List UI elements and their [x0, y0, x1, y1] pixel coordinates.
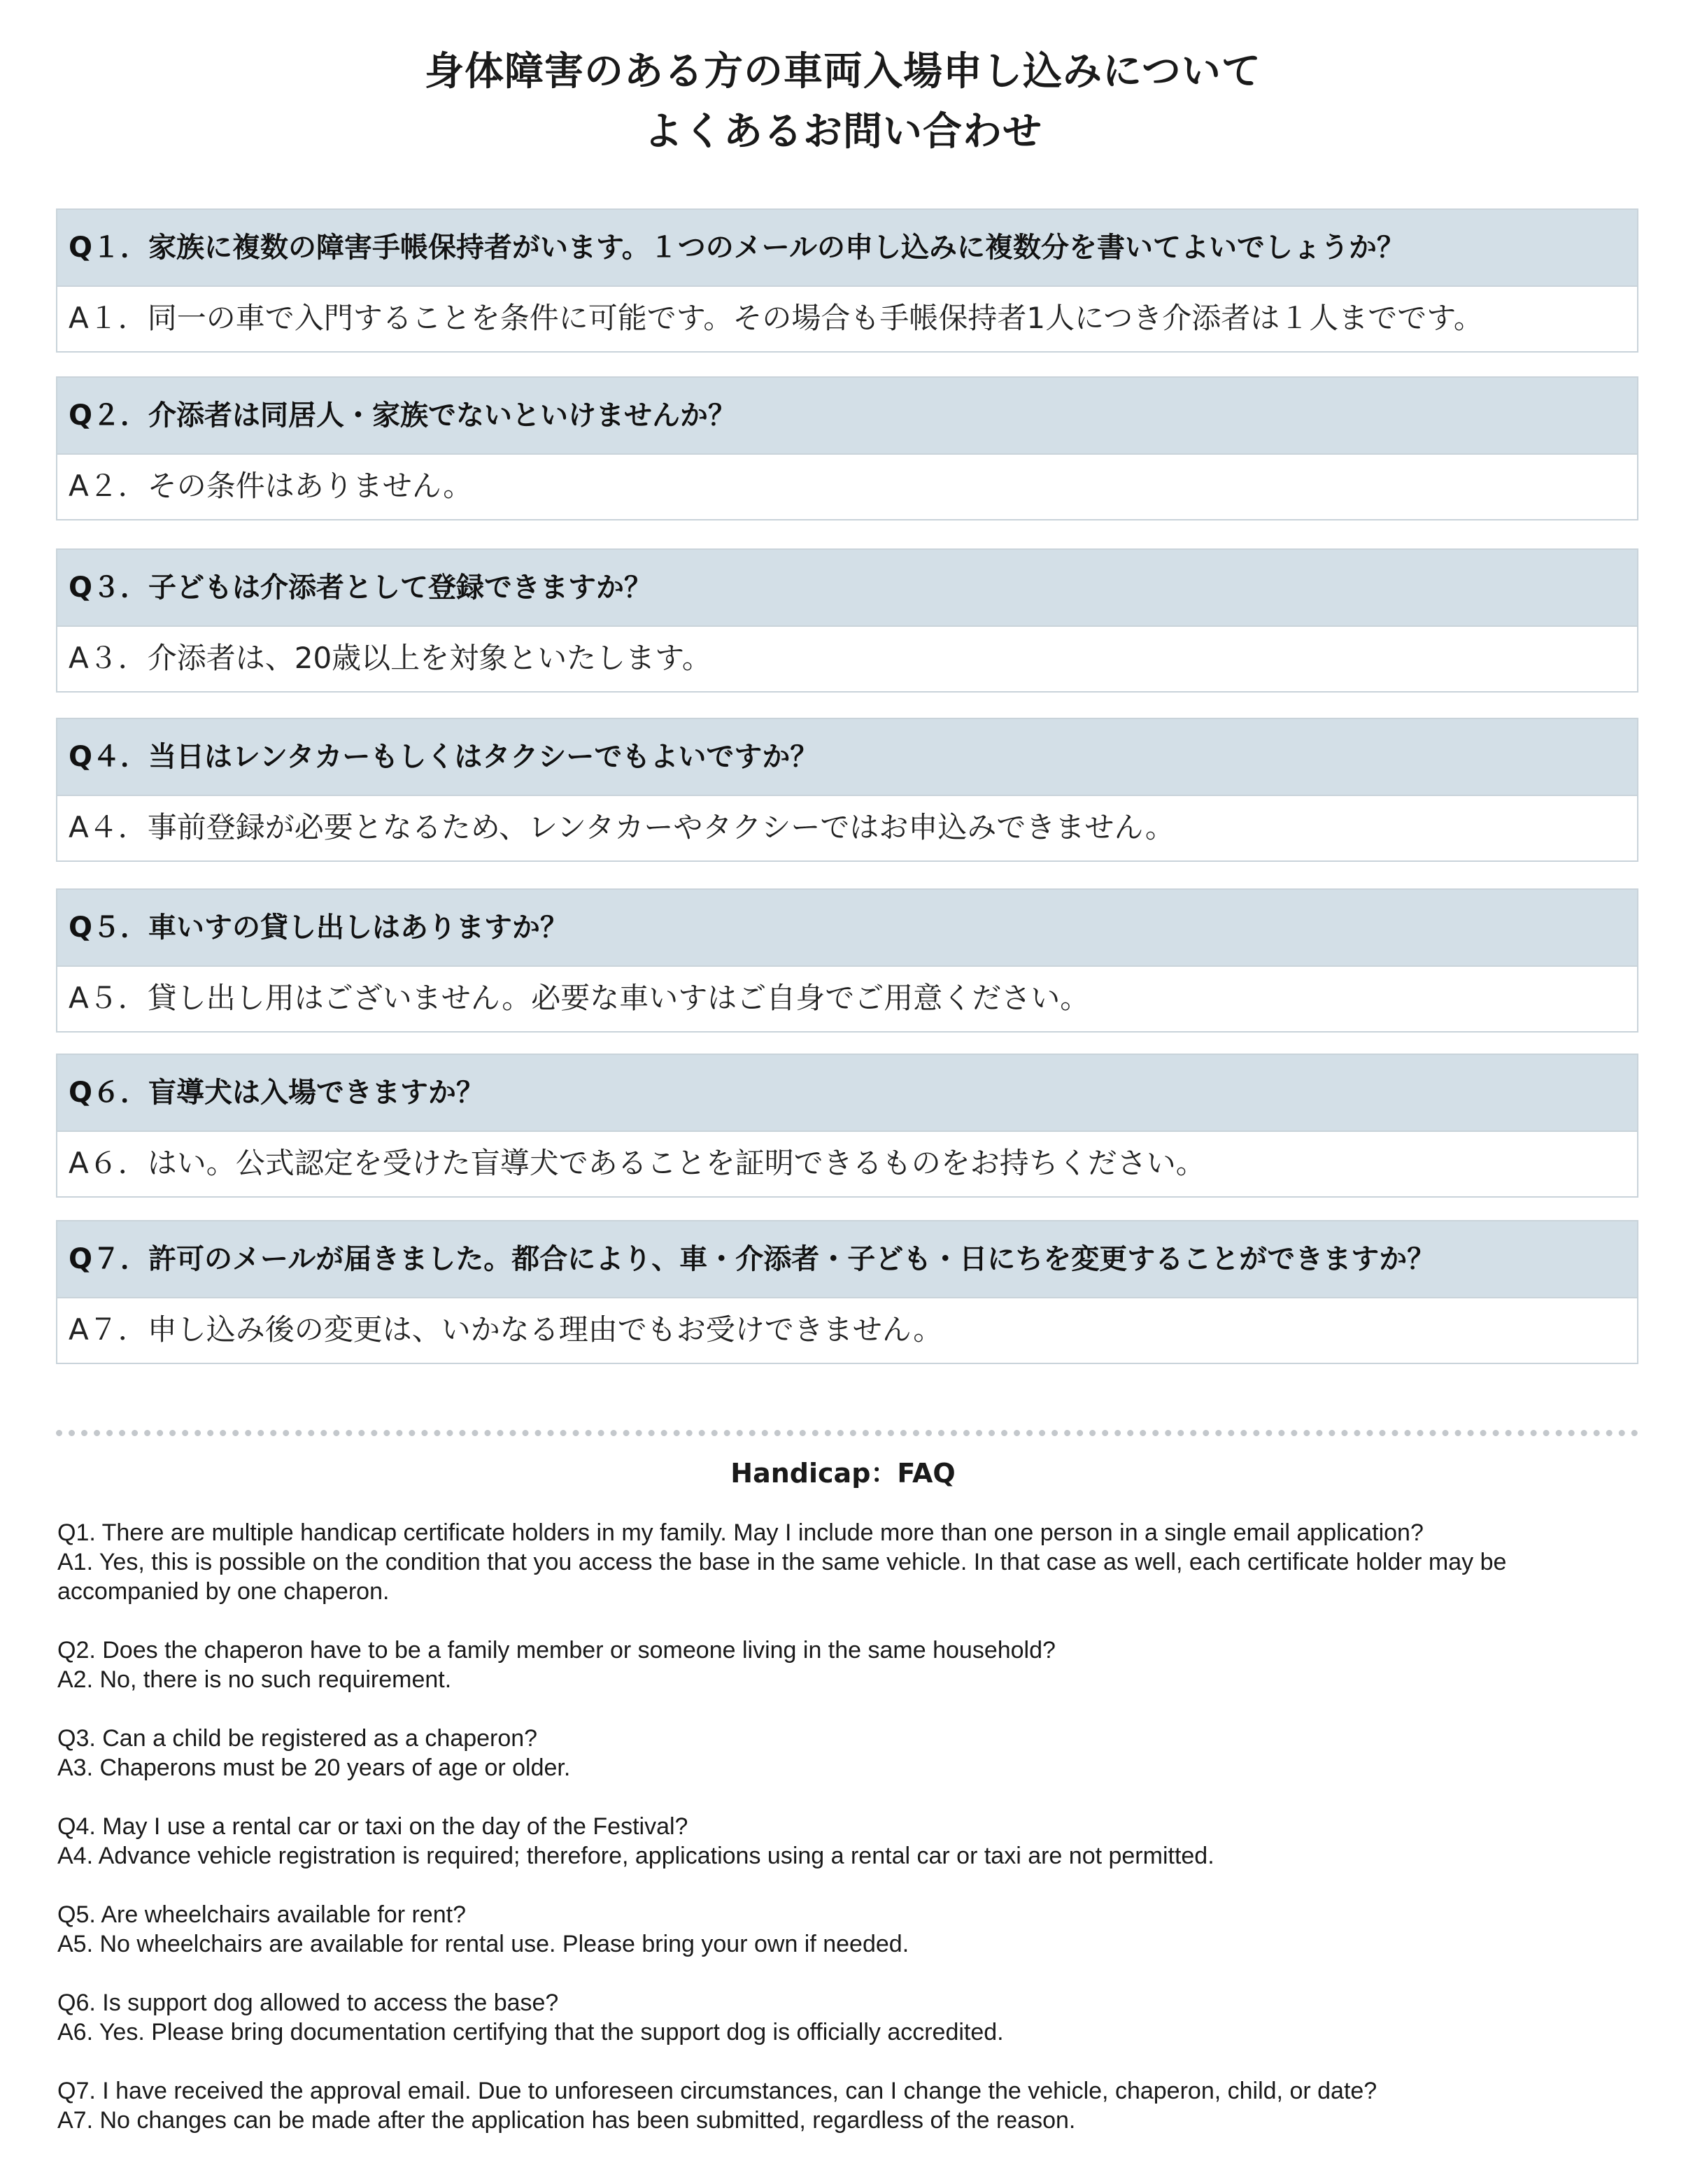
faq-item-6 [56, 1054, 1638, 1198]
en-answer: A5. No wheelchairs are available for rental use. Please bring your own if needed. [57, 1931, 909, 1957]
en-faq-item-3 [57, 1724, 1638, 1782]
faq-answer: A１．同一の車で入門することを条件に可能です。その場合も手帳保持者1人につき介添者は１人までです。 [56, 285, 1638, 353]
dotted-divider [56, 1430, 1638, 1436]
en-faq-item-2 [57, 1636, 1638, 1694]
en-question: Q7. I have received the approval email. Due to unforeseen circumstances, can I change the vehicle, chaperon, child, or date? [57, 2078, 1377, 2104]
faq-question: Q５．車いすの貸し出しはありますか？ [56, 888, 1638, 965]
faq-question: Q２．介添者は同居人・家族でないといけませんか？ [56, 376, 1638, 453]
english-faq-section [57, 1518, 1638, 2164]
page-title [0, 42, 1686, 162]
en-faq-item-5 [57, 1900, 1638, 1959]
en-answer: A7. No changes can be made after the application has been submitted, regardless of the reason. [57, 2107, 1076, 2134]
faq-question: Q１．家族に複数の障害手帳保持者がいます。１つのメールの申し込みに複数分を書いてよいでしょうか？ [56, 208, 1638, 285]
faq-answer: A５．貸し出し用はございません。必要な車いすはご自身でご用意ください。 [56, 965, 1638, 1033]
faq-item-2 [56, 376, 1638, 520]
en-answer: A1. Yes, this is possible on the condition that you access the base in the same vehicle. In that case as well, each certificate holder may be accompanied by one chaperon. [57, 1549, 1507, 1605]
faq-answer: A３．介添者は、20歳以上を対象といたします。 [56, 625, 1638, 693]
faq-item-4 [56, 718, 1638, 862]
en-question: Q2. Does the chaperon have to be a family member or someone living in the same household? [57, 1637, 1056, 1664]
faq-item-5 [56, 888, 1638, 1033]
en-answer: A6. Yes. Please bring documentation certifying that the support dog is officially accredited. [57, 2019, 1004, 2045]
en-faq-item-6 [57, 1988, 1638, 2047]
page-title-line-1: 身体障害のある方の車両入場申し込みについて [425, 49, 1261, 94]
en-answer: A4. Advance vehicle registration is required; therefore, applications using a rental car or taxi are not permitted. [57, 1843, 1214, 1869]
en-answer: A3. Chaperons must be 20 years of age or older. [57, 1754, 571, 1781]
faq-question: Q６．盲導犬は入場できますか？ [56, 1054, 1638, 1130]
en-question: Q4. May I use a rental car or taxi on the day of the Festival? [57, 1813, 688, 1840]
en-question: Q3. Can a child be registered as a chaperon? [57, 1725, 538, 1752]
faq-item-1 [56, 208, 1638, 353]
english-faq-title: Handicap：FAQ [730, 1458, 956, 1489]
en-question: Q5. Are wheelchairs available for rent? [57, 1901, 466, 1928]
faq-question: Q４．当日はレンタカーもしくはタクシーでもよいですか？ [56, 718, 1638, 795]
faq-answer: A６．はい。公式認定を受けた盲導犬であることを証明できるものをお持ちください。 [56, 1130, 1638, 1198]
en-faq-item-4 [57, 1812, 1638, 1871]
faq-item-3 [56, 548, 1638, 693]
faq-item-7 [56, 1220, 1638, 1364]
faq-answer: A４．事前登録が必要となるため、レンタカーやタクシーではお申込みできません。 [56, 795, 1638, 862]
en-question: Q1. There are multiple handicap certificate holders in my family. May I include more than one person in a single email application? [57, 1519, 1424, 1546]
faq-question: Q７．許可のメールが届きました。都合により、車・介添者・子ども・日にちを変更することができますか？ [56, 1220, 1638, 1297]
en-answer: A2. No, there is no such requirement. [57, 1666, 452, 1693]
en-faq-item-7 [57, 2076, 1638, 2135]
en-faq-item-1 [57, 1518, 1638, 1606]
faq-question: Q３．子どもは介添者として登録できますか？ [56, 548, 1638, 625]
page-title-line-2: よくあるお問い合わせ [644, 109, 1042, 155]
en-question: Q6. Is support dog allowed to access the base? [57, 1990, 559, 2016]
faq-answer: A７．申し込み後の変更は、いかなる理由でもお受けできません。 [56, 1297, 1638, 1364]
faq-answer: A２．その条件はありません。 [56, 453, 1638, 520]
